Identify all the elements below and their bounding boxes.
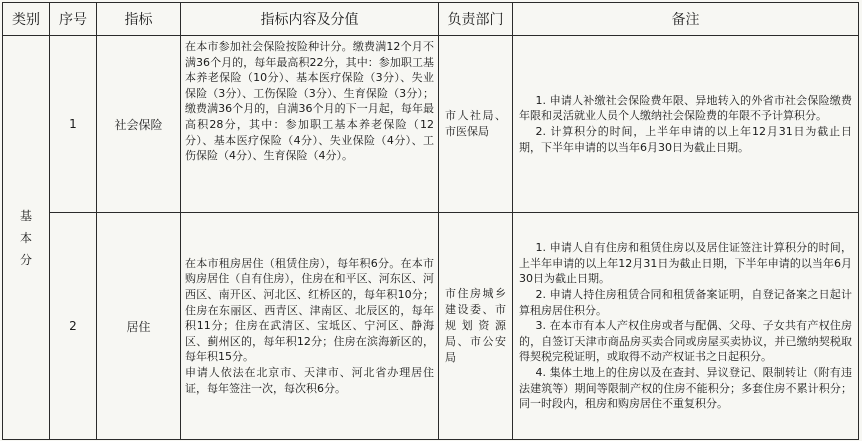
header-content: 指标内容及分值 (181, 3, 439, 36)
category-char: 分 (19, 252, 32, 267)
remark-item: 2. 申请人持住房租赁合同和租赁备案证明，自登记备案之日起计算租房居住积分。 (519, 288, 852, 317)
table-row (3, 213, 859, 440)
header-remarks: 备注 (513, 3, 859, 36)
content-text: 在本市参加社会保险按险种计分。缴费满12个月不满36个月的，每年最高积22分，其中：参加职工基本养老保险（10分）、基本医疗保险（3分）、失业保险（3分）、工伤保险（3分）、生育保险（3分）；缴费满36个月的，自满36个月的下一月起，每年最高积28分，其中：参加职工基本养老保险（12分）、基本医疗保险（4分）、失业保险（4分）、工伤保险（4分）、生育保险（4分）。 (185, 40, 434, 163)
row-seq: 1 (50, 36, 97, 213)
header-category: 类别 (3, 3, 50, 36)
row-seq: 2 (50, 213, 97, 440)
remark-item: 2. 计算积分的时间，上半年申请的以上年12月31日为截止日期，下半年申请的以当年6月30日为截止日期。 (519, 125, 852, 154)
points-indicator-table (2, 2, 859, 440)
table-row (3, 36, 859, 213)
header-row (3, 3, 859, 36)
row-remarks (513, 36, 859, 213)
content-text: 申请人依法在北京市、天津市、河北省办理居住证，每年签注一次，每次积6分。 (185, 365, 434, 395)
row-content (181, 213, 439, 440)
header-indicator: 指标 (97, 3, 181, 36)
remark-item: 1. 申请人自有住房和租赁住房以及居住证签注计算积分的时间，上半年申请的以上年12月31日为截止日期，下半年申请的以当年6月30日为截止日期。 (519, 241, 852, 286)
row-content (181, 36, 439, 213)
row-department: 市人社局、市医保局 (439, 36, 513, 213)
row-remarks (513, 213, 859, 440)
category-char: 本 (19, 230, 32, 245)
remark-item: 1. 申请人补缴社会保险费年限、异地转入的外省市社会保险缴费年限和灵活就业人员个人缴纳社会保险费的年限不予计算积分。 (519, 93, 852, 123)
content-text: 在本市租房居住（租赁住房），每年积6分。在本市购房居住（自有住房），住房在和平区、河东区、河西区、南开区、河北区、红桥区的，每年积10分；住房在东丽区、西青区、津南区、北辰区的，每年积11分；住房在武清区、宝坻区、宁河区、静海区、蓟州区的，每年积12分；住房在滨海新区的，每年积15分。 (185, 256, 434, 364)
row-department: 市住房城乡建设委、市规划资源局、市公安局 (439, 213, 513, 440)
header-seq: 序号 (50, 3, 97, 36)
remark-item: 3. 在本市有本人产权住房或者与配偶、父母、子女共有产权住房的，自签订天津市商品房买卖合同或房屋买卖协议，并已缴纳契税取得契税完税证明，或取得不动产权证书之日起积分。 (519, 319, 852, 364)
category-cell (3, 36, 50, 440)
remark-item: 4. 集体土地上的住房以及在查封、异议登记、限制转让（附有违法建筑等）期间等限制产权的住房不能积分；多套住房不累计积分；同一时段内，租房和购房居住不重复积分。 (519, 365, 852, 411)
category-char: 基 (19, 208, 32, 223)
row-indicator: 居住 (97, 213, 181, 440)
header-department: 负责部门 (439, 3, 513, 36)
row-indicator: 社会保险 (97, 36, 181, 213)
